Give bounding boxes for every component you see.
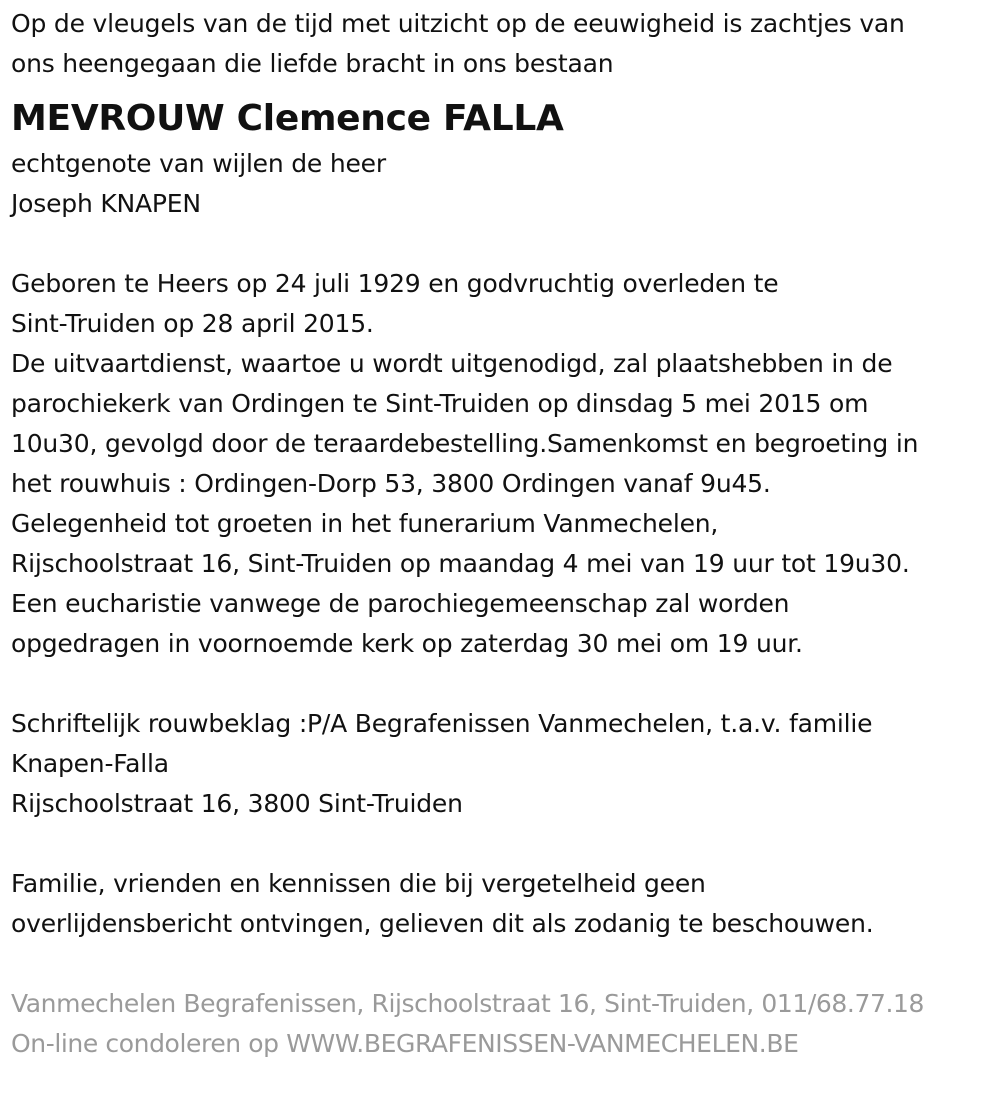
notice-line: overlijdensbericht ontvingen, gelieven dit als zodanig te beschouwen. xyxy=(11,909,874,938)
condolence-line: Knapen-Falla xyxy=(11,749,169,778)
details-line: Geboren te Heers op 24 juli 1929 en godvruchtig overleden te xyxy=(11,269,779,298)
family-notice xyxy=(11,864,996,944)
details-line: Een eucharistie vanwege de parochiegemeenschap zal worden xyxy=(11,589,790,618)
footer-website-line: On-line condoleren op WWW.BEGRAFENISSEN-VANMECHELEN.BE xyxy=(11,1029,799,1058)
spacer xyxy=(11,944,996,984)
details-line: Rijschoolstraat 16, Sint-Truiden op maandag 4 mei van 19 uur tot 19u30. xyxy=(11,549,910,578)
spouse-info xyxy=(11,144,996,224)
funeral-home-footer xyxy=(11,984,996,1064)
details-line: Sint-Truiden op 28 april 2015. xyxy=(11,309,374,338)
obituary-notice xyxy=(11,4,996,1064)
spouse-line: echtgenote van wijlen de heer xyxy=(11,149,386,178)
details-line: het rouwhuis : Ordingen-Dorp 53, 3800 Ordingen vanaf 9u45. xyxy=(11,469,771,498)
spacer xyxy=(11,664,996,704)
details-line: Gelegenheid tot groeten in het funerarium Vanmechelen, xyxy=(11,509,719,538)
details-line: parochiekerk van Ordingen te Sint-Truiden op dinsdag 5 mei 2015 om xyxy=(11,389,869,418)
funeral-details xyxy=(11,264,996,664)
condolence-address xyxy=(11,704,996,824)
details-line: opgedragen in voornoemde kerk op zaterdag 30 mei om 19 uur. xyxy=(11,629,803,658)
footer-contact-line: Vanmechelen Begrafenissen, Rijschoolstraat 16, Sint-Truiden, 011/68.77.18 xyxy=(11,989,925,1018)
spacer xyxy=(11,224,996,264)
condolence-line: Schriftelijk rouwbeklag :P/A Begrafenissen Vanmechelen, t.a.v. familie xyxy=(11,709,873,738)
intro-line: ons heengegaan die liefde bracht in ons bestaan xyxy=(11,49,614,78)
notice-line: Familie, vrienden en kennissen die bij vergetelheid geen xyxy=(11,869,706,898)
details-line: De uitvaartdienst, waartoe u wordt uitgenodigd, zal plaatshebben in de xyxy=(11,349,893,378)
spacer xyxy=(11,824,996,864)
details-line: 10u30, gevolgd door de teraardebestelling.Samenkomst en begroeting in xyxy=(11,429,919,458)
intro-line: Op de vleugels van de tijd met uitzicht op de eeuwigheid is zachtjes van xyxy=(11,9,905,38)
deceased-name: MEVROUW Clemence FALLA xyxy=(11,98,564,139)
condolence-line: Rijschoolstraat 16, 3800 Sint-Truiden xyxy=(11,789,463,818)
intro-text xyxy=(11,4,996,84)
spouse-line: Joseph KNAPEN xyxy=(11,189,201,218)
